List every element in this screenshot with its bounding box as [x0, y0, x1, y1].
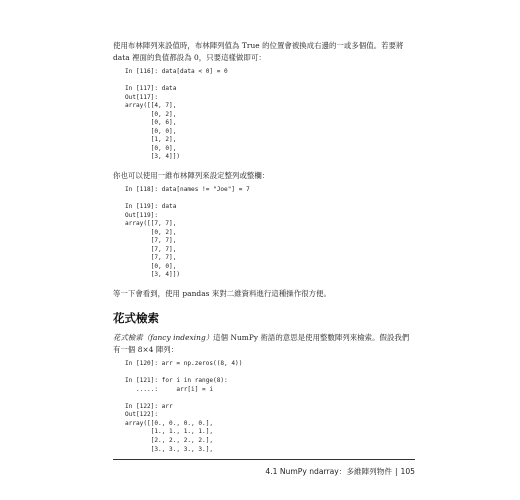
- code-line: [3, 4]]): [125, 153, 181, 161]
- code-line: [0, 0],: [125, 262, 177, 270]
- code-line: In [118]: data[names != "Joe"] = 7: [125, 186, 250, 194]
- page-number: 105: [400, 467, 415, 476]
- code-line: [2., 2., 2., 2.],: [125, 436, 214, 444]
- code-line: [7, 7],: [125, 237, 177, 245]
- paragraph-fancy-indexing: [113, 332, 415, 356]
- code-line: [0, 2],: [125, 110, 177, 118]
- code-line: In [121]: for i in range(8):: [125, 377, 228, 385]
- footer-separator: |: [394, 467, 398, 476]
- section-heading-fancy-indexing: 花式檢索: [113, 311, 159, 326]
- code-line: [3., 3., 3., 3.],: [125, 445, 214, 453]
- page-footer: [113, 459, 415, 477]
- code-line: [1., 1., 1., 1.],: [125, 428, 214, 436]
- code-line: In [122]: arr: [125, 402, 173, 410]
- code-line: [0, 6],: [125, 119, 177, 127]
- code-line: Out[122]:: [125, 411, 159, 419]
- code-line: [125, 77, 415, 86]
- footer-section-label: 4.1 NumPy ndarray：多維陣列物件: [265, 467, 392, 476]
- fancy-indexing-description: 這個 NumPy 術語的意思是使用整數陣列來檢索。假設我們有一個 8×4 陣列：: [113, 333, 410, 355]
- code-line: In [120]: arr = np.zeros((8, 4)): [125, 360, 243, 368]
- code-line: .....: arr[i] = i: [125, 385, 214, 393]
- code-block-1: [113, 68, 415, 162]
- code-line: In [117]: data: [125, 85, 177, 93]
- paragraph-one-dim-boolean: 你也可以使用一維布林陣列來設定整列或整欄：: [113, 171, 270, 181]
- code-line: [0, 0],: [125, 127, 177, 135]
- code-line: [7, 7],: [125, 254, 177, 262]
- fancy-indexing-term: 花式檢索（fancy indexing）: [113, 333, 214, 343]
- code-line: [125, 195, 415, 204]
- code-line: [7, 7],: [125, 245, 177, 253]
- code-line: array([[7, 7],: [125, 220, 177, 228]
- paragraph-pandas-note: 等一下會看到，使用 pandas 來對二維資料進行這種操作很方便。: [113, 289, 331, 299]
- code-line: In [119]: data: [125, 203, 177, 211]
- code-line: array([[4, 7],: [125, 102, 177, 110]
- code-line: Out[119]:: [125, 211, 159, 219]
- code-line: [0, 0],: [125, 144, 177, 152]
- code-line: Out[117]:: [125, 93, 159, 101]
- code-line: [1, 2],: [125, 136, 177, 144]
- code-line: array([[0., 0., 0., 0.],: [125, 419, 214, 427]
- paragraph-boolean-assign: 使用布林陣列來設值時，布林陣列值為 True 的位置會被換成右邊的一或多個值。若要將 data 裡面的負值都設為 0，只要這樣做即可：: [113, 41, 404, 62]
- code-block-2: [113, 186, 415, 280]
- code-line: In [116]: data[data < 0] = 0: [125, 68, 228, 75]
- page-body: [113, 40, 415, 454]
- code-line: [125, 394, 415, 403]
- code-line: [3, 4]]): [125, 271, 181, 279]
- code-line: [125, 369, 415, 378]
- code-line: [0, 2],: [125, 228, 177, 236]
- code-block-3: [113, 360, 415, 454]
